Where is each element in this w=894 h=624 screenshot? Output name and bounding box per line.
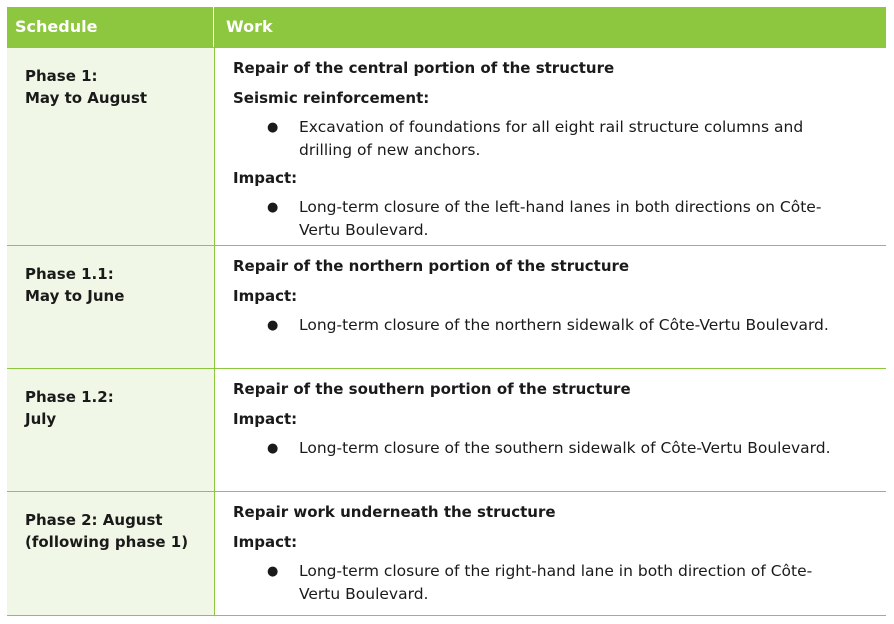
schedule-table bbox=[7, 7, 886, 616]
bullet-icon: ● bbox=[267, 200, 279, 215]
phase-label: Phase 1.2: bbox=[25, 388, 114, 406]
phase-label: Phase 1.1: bbox=[25, 265, 114, 283]
table-row-phase-1-1 bbox=[7, 245, 886, 368]
impact-bullet-text: Long-term closure of the southern sidewalk of Côte-Vertu Boulevard. bbox=[299, 439, 831, 457]
list-item bbox=[267, 196, 846, 242]
list-item bbox=[267, 560, 846, 606]
work-cell bbox=[215, 369, 886, 491]
schedule-cell bbox=[7, 246, 215, 368]
schedule-cell bbox=[7, 492, 215, 615]
work-title: Repair of the central portion of the structure bbox=[233, 59, 615, 77]
impact-heading: Impact: bbox=[233, 533, 298, 551]
bullet-icon: ● bbox=[267, 120, 279, 135]
work-cell bbox=[215, 246, 886, 368]
list-item bbox=[267, 437, 846, 460]
work-title: Repair work underneath the structure bbox=[233, 503, 556, 521]
schedule-cell bbox=[7, 369, 215, 491]
schedule-cell bbox=[7, 48, 215, 245]
bullet-icon: ● bbox=[267, 318, 279, 333]
phase-dates: (following phase 1) bbox=[25, 533, 189, 551]
table-row-phase-1 bbox=[7, 47, 886, 245]
impact-heading: Impact: bbox=[233, 287, 298, 305]
phase-dates: July bbox=[25, 410, 57, 428]
seismic-bullet-text: Excavation of foundations for all eight rail structure columns and drilling of new anchors. bbox=[299, 118, 804, 159]
work-column-header: Work bbox=[226, 17, 273, 36]
list-item bbox=[267, 314, 846, 337]
impact-heading: Impact: bbox=[233, 169, 298, 187]
schedule-column-header: Schedule bbox=[7, 7, 214, 47]
phase-label: Phase 2: August bbox=[25, 511, 163, 529]
phase-dates: May to August bbox=[25, 89, 148, 107]
bullet-icon: ● bbox=[267, 564, 279, 579]
impact-bullet-text: Long-term closure of the northern sidewalk of Côte-Vertu Boulevard. bbox=[299, 316, 829, 334]
impact-bullet-text: Long-term closure of the right-hand lane in both direction of Côte-Vertu Boulevard. bbox=[299, 562, 813, 603]
phase-label: Phase 1: bbox=[25, 67, 98, 85]
list-item bbox=[267, 116, 846, 162]
work-cell bbox=[215, 48, 886, 245]
impact-bullet-text: Long-term closure of the left-hand lanes in both directions on Côte-Vertu Boulevard. bbox=[299, 198, 822, 239]
work-cell bbox=[215, 492, 886, 615]
phase-dates: May to June bbox=[25, 287, 125, 305]
table-header bbox=[7, 7, 886, 47]
work-title: Repair of the southern portion of the structure bbox=[233, 380, 631, 398]
bullet-icon: ● bbox=[267, 441, 279, 456]
table-row-phase-2 bbox=[7, 491, 886, 615]
impact-heading: Impact: bbox=[233, 410, 298, 428]
work-title: Repair of the northern portion of the structure bbox=[233, 257, 630, 275]
seismic-heading: Seismic reinforcement: bbox=[233, 89, 430, 107]
table-row-phase-1-2 bbox=[7, 368, 886, 491]
